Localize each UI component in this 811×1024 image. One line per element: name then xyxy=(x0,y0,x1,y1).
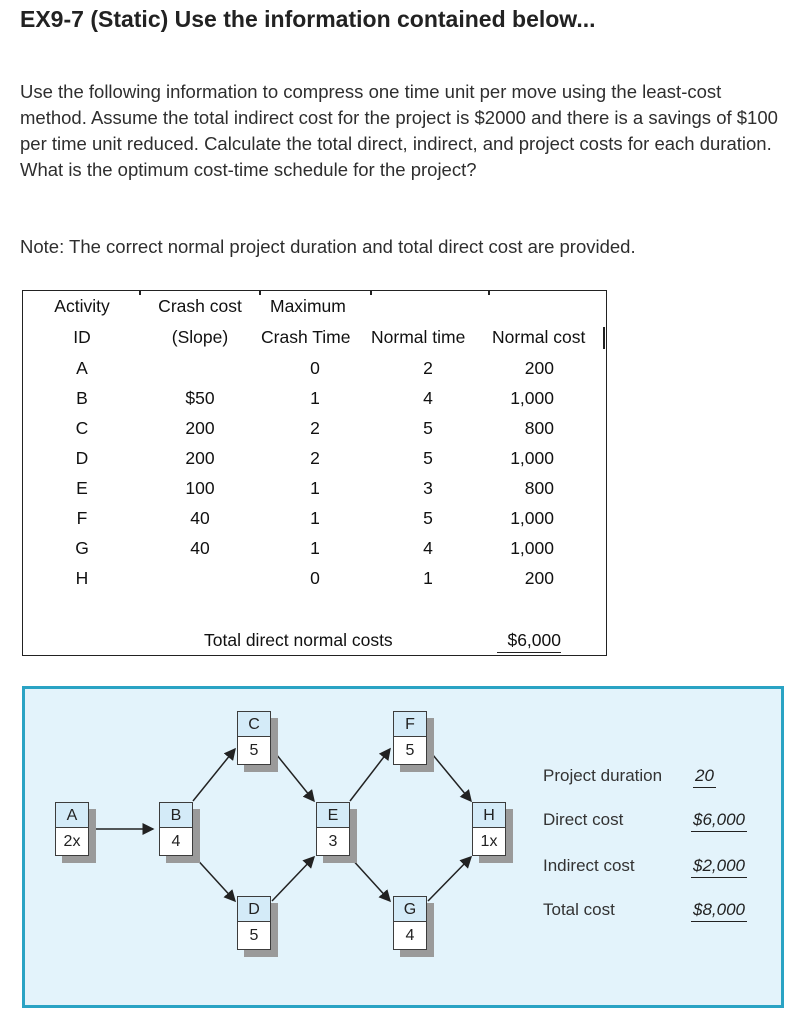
cell-id: G xyxy=(75,538,89,558)
activity-node-c xyxy=(237,711,271,765)
node-id: C xyxy=(237,711,271,737)
cell-normal-time: 5 xyxy=(423,418,433,438)
direct-cost-value: $6,000 xyxy=(691,810,747,832)
indirect-cost-label: Indirect cost xyxy=(543,856,635,875)
cell-max-crash: 0 xyxy=(310,358,320,378)
cell-normal-cost: 800 xyxy=(524,418,554,438)
problem-statement: Use the following information to compress one time unit per move using the least-cost method. Assume the total indirect cost for the project is $2000 and there is a savings of $100 per time unit reduced. Calculate the total direct, indirect, and project costs for each duration. What is the optimum cost-time schedule for the project? xyxy=(20,81,778,180)
cell-normal-time: 5 xyxy=(423,508,433,528)
node-duration: 1x xyxy=(472,828,506,856)
cell-max-crash: 1 xyxy=(310,538,320,558)
cell-slope: 40 xyxy=(190,538,210,558)
cell-max-crash: 2 xyxy=(310,448,320,468)
cell-max-crash: 1 xyxy=(310,478,320,498)
header-activity: Activity xyxy=(54,296,110,316)
total-cost-label: Total cost xyxy=(543,900,615,919)
total-direct-label: Total direct normal costs xyxy=(204,630,393,650)
cell-id: A xyxy=(76,358,88,378)
project-duration-label: Project duration xyxy=(543,766,663,785)
cell-id: H xyxy=(75,568,89,588)
cell-normal-time: 4 xyxy=(423,388,433,408)
node-id: G xyxy=(393,896,427,922)
cell-normal-cost: 800 xyxy=(524,478,554,498)
table-divider xyxy=(603,327,605,349)
indirect-cost-value: $2,000 xyxy=(691,856,747,878)
node-duration: 2x xyxy=(55,828,89,856)
header-normal-cost: Normal cost xyxy=(492,327,586,347)
cell-id: B xyxy=(76,388,88,408)
node-id: D xyxy=(237,896,271,922)
direct-cost-label: Direct cost xyxy=(543,810,624,829)
header-slope: (Slope) xyxy=(171,327,229,347)
cell-slope: 200 xyxy=(185,448,215,468)
node-duration: 4 xyxy=(159,828,193,856)
cell-normal-time: 2 xyxy=(423,358,433,378)
node-duration: 5 xyxy=(393,737,427,765)
table-divider xyxy=(370,291,372,295)
activity-node-b xyxy=(159,802,193,856)
cell-slope: 200 xyxy=(185,418,215,438)
node-duration: 5 xyxy=(237,922,271,950)
activity-node-a xyxy=(55,802,89,856)
cell-normal-cost: 1,000 xyxy=(510,388,554,408)
page-title: EX9-7 (Static) Use the information contained below... xyxy=(20,6,596,32)
activity-node-f xyxy=(393,711,427,765)
header-id: ID xyxy=(73,327,91,347)
cell-id: E xyxy=(76,478,88,498)
node-id: A xyxy=(55,802,89,828)
activity-node-d xyxy=(237,896,271,950)
activity-node-e xyxy=(316,802,350,856)
network-diagram xyxy=(22,686,784,1008)
node-duration: 4 xyxy=(393,922,427,950)
cell-normal-cost: 200 xyxy=(524,568,554,588)
cell-normal-time: 3 xyxy=(423,478,433,498)
header-maximum: Maximum xyxy=(270,296,346,316)
cell-max-crash: 1 xyxy=(310,508,320,528)
cell-id: F xyxy=(76,508,88,528)
problem-note: Note: The correct normal project duration and total direct cost are provided. xyxy=(20,236,636,257)
cell-slope: $50 xyxy=(185,388,215,408)
node-id: B xyxy=(159,802,193,828)
node-id: H xyxy=(472,802,506,828)
cell-max-crash: 2 xyxy=(310,418,320,438)
cell-normal-cost: 1,000 xyxy=(510,508,554,528)
total-underline xyxy=(497,652,561,653)
activity-node-g xyxy=(393,896,427,950)
total-cost-value: $8,000 xyxy=(691,900,747,922)
cell-id: D xyxy=(75,448,89,468)
node-duration: 5 xyxy=(237,737,271,765)
node-id: E xyxy=(316,802,350,828)
cell-normal-cost: 1,000 xyxy=(510,538,554,558)
cell-normal-cost: 1,000 xyxy=(510,448,554,468)
cell-max-crash: 0 xyxy=(310,568,320,588)
table-divider xyxy=(259,291,261,295)
cell-normal-time: 4 xyxy=(423,538,433,558)
activity-node-h xyxy=(472,802,506,856)
cell-id: C xyxy=(75,418,89,438)
cell-max-crash: 1 xyxy=(310,388,320,408)
cell-slope: 100 xyxy=(185,478,215,498)
cell-normal-time: 1 xyxy=(423,568,433,588)
node-id: F xyxy=(393,711,427,737)
node-duration: 3 xyxy=(316,828,350,856)
cell-normal-time: 5 xyxy=(423,448,433,468)
activity-table xyxy=(22,290,607,656)
header-crash-time: Crash Time xyxy=(261,327,351,347)
cell-normal-cost: 200 xyxy=(524,358,554,378)
header-normal-time: Normal time xyxy=(371,327,466,347)
table-divider xyxy=(488,291,490,295)
table-divider xyxy=(139,291,141,295)
header-crash-cost: Crash cost xyxy=(158,296,242,316)
cell-slope: 40 xyxy=(190,508,210,528)
project-duration-value: 20 xyxy=(693,766,716,788)
total-direct-value: $6,000 xyxy=(507,630,561,650)
